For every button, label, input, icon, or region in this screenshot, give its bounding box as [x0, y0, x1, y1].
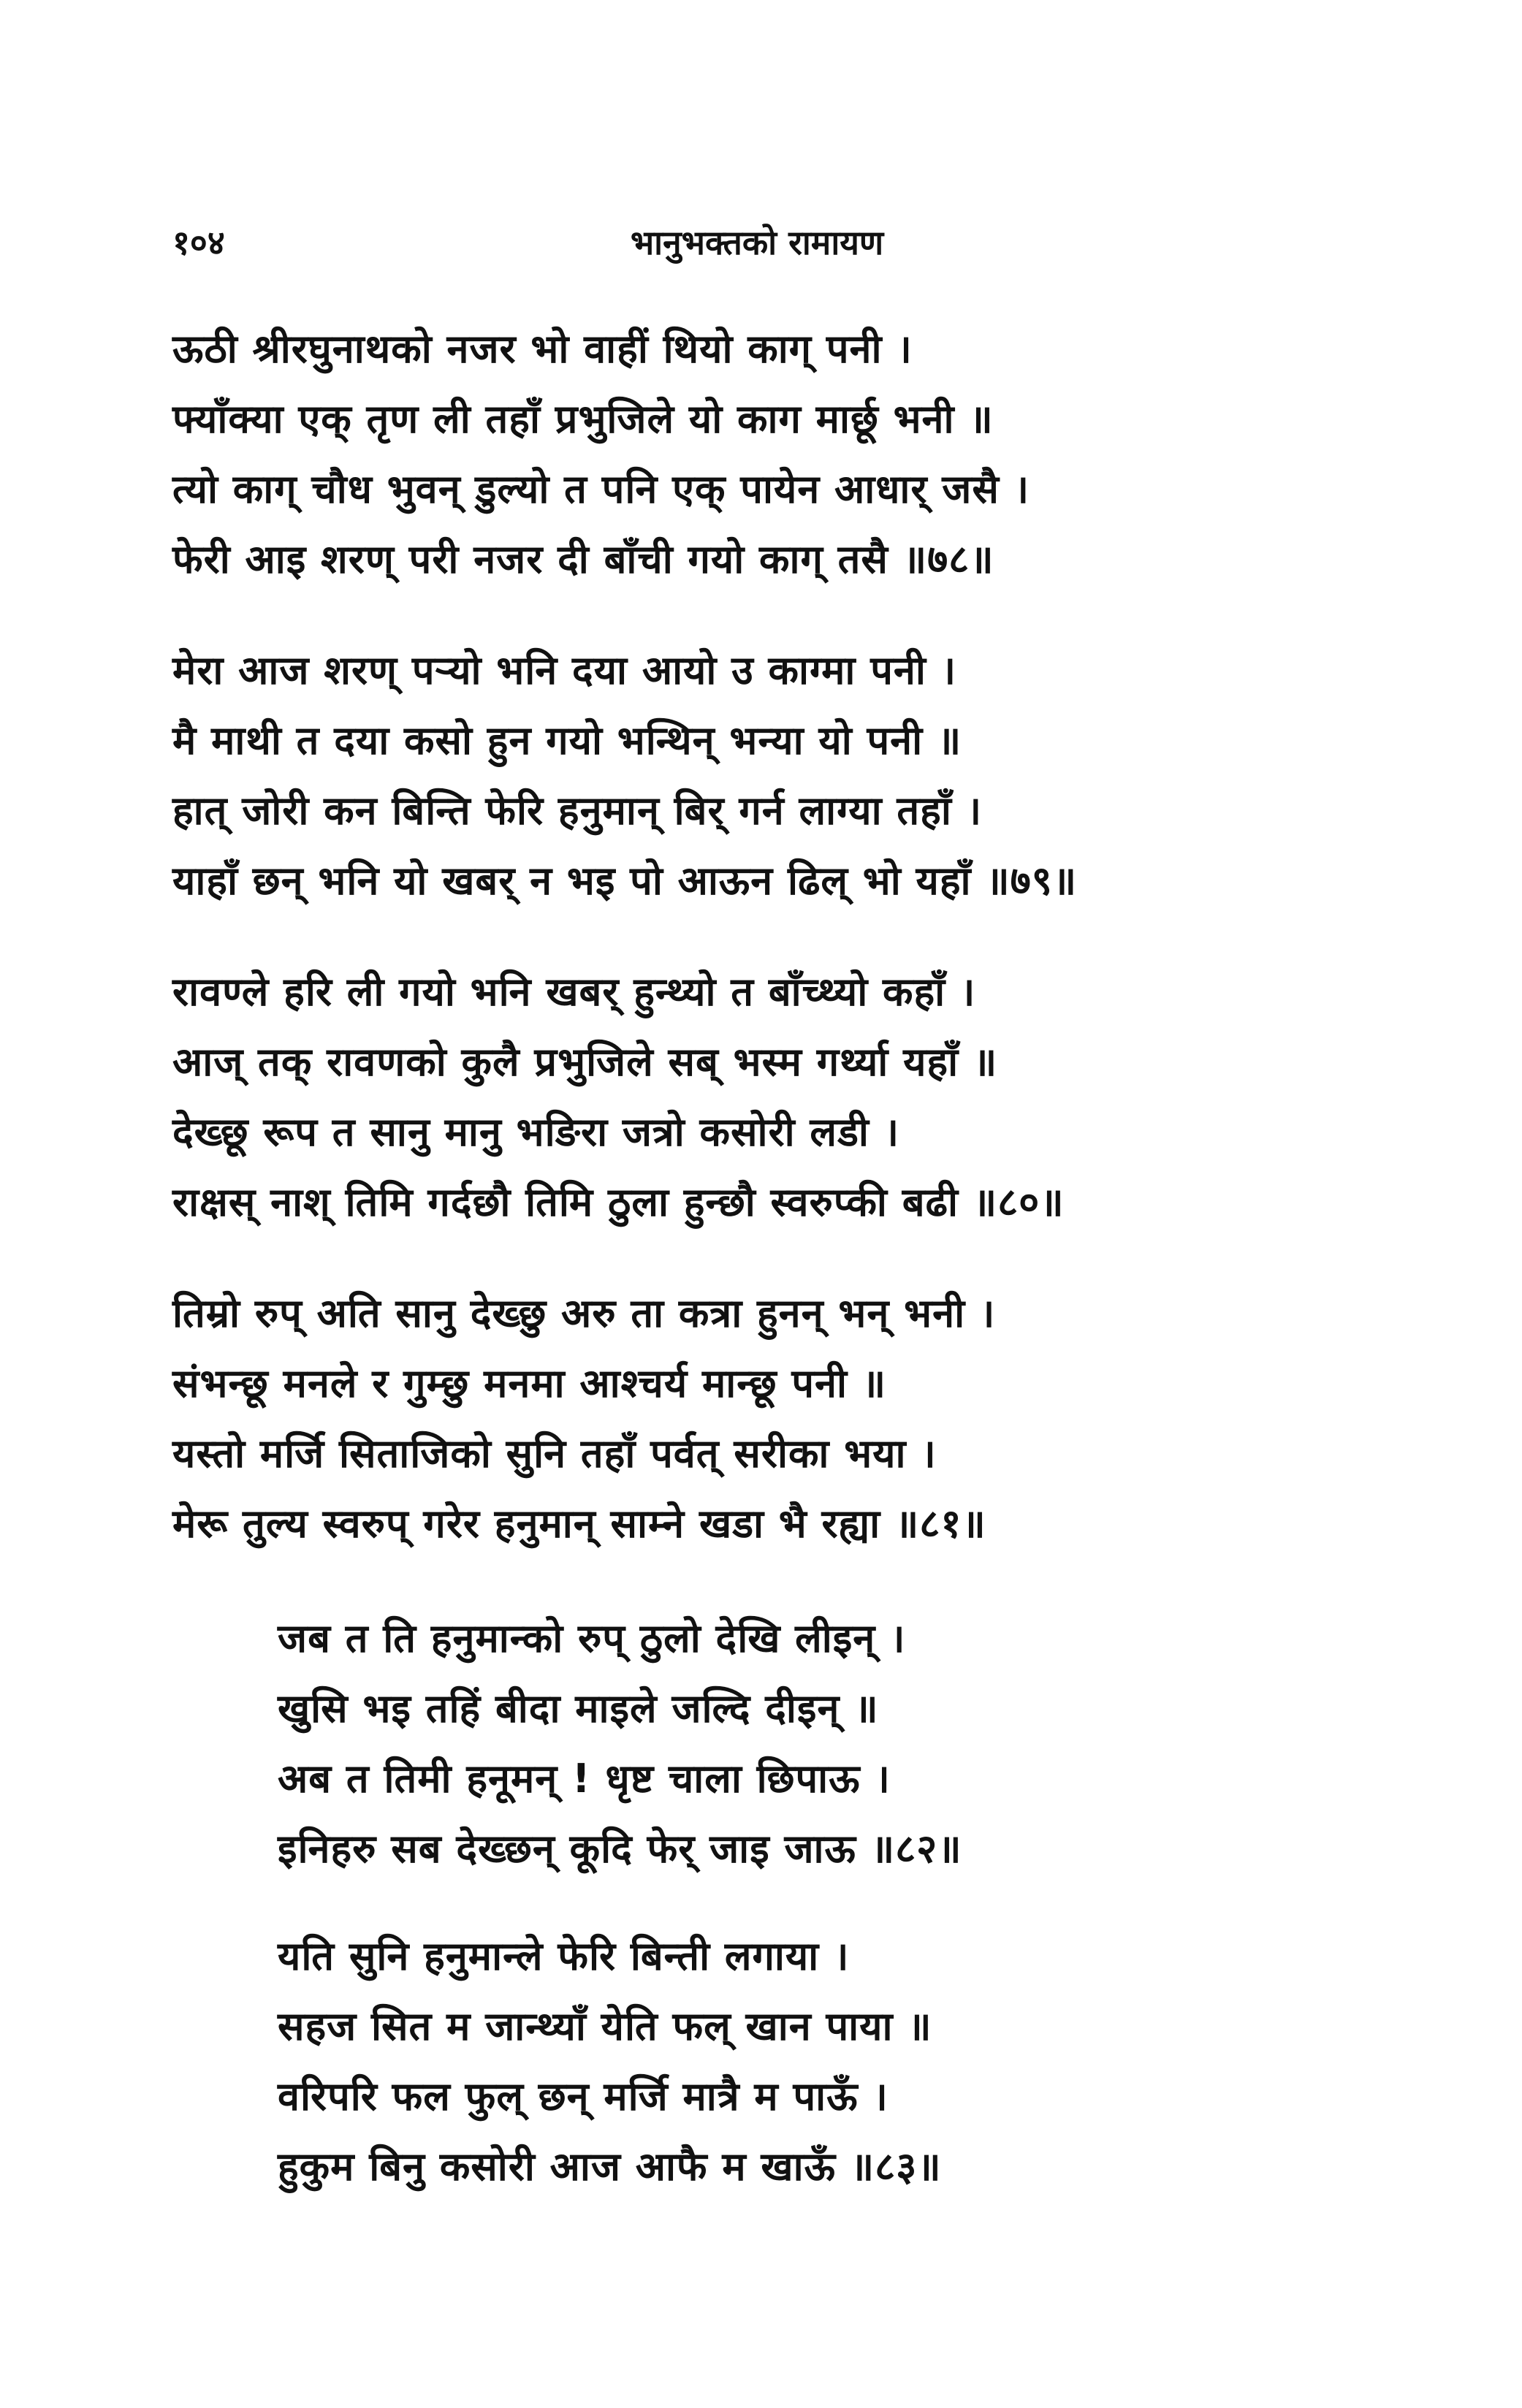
page-number: १०४: [172, 223, 225, 262]
verse-83: [278, 1921, 942, 2202]
verse-line: तिम्रो रुप् अति सानु देख्छु अरु ता कत्रा हुनन् भन् भनी ।: [172, 1290, 996, 1336]
verse-line: संभन्छू मनले र गुम्छु मनमा आश्चर्य मान्छू पनी ॥: [172, 1360, 887, 1406]
verse-line: रावण्ले हरि ली गयो भनि खबर् हुन्थ्यो त बाँच्थ्यो कहाँ ।: [172, 969, 976, 1015]
verse-line: यस्तो मर्जि सिताजिको सुनि तहाँ पर्वत् सरीका भया ।: [172, 1430, 937, 1477]
verse-line: त्यो काग् चौध भुवन् डुल्यो त पनि एक् पायेन आधार् जसै ।: [172, 466, 1030, 512]
page-header: [172, 219, 1342, 278]
verse-line: खुसि भइ तहिं बीदा माइले जल्दि दीइन् ॥: [278, 1685, 879, 1731]
verse-line: सहज सित म जान्थ्याँ येति फल् खान पाया ॥: [278, 2003, 932, 2049]
verse-line: फ्याँक्या एक् तृण ली तहाँ प्रभुजिले यो काग मार्छू भनी ॥: [172, 396, 994, 442]
verse-line: देख्छू रूप त सानु मानु भङिरा जत्रो कसोरी लडी ।: [172, 1109, 900, 1155]
verse-line: मै माथी त दया कसो हुन गयो भन्थिन् भन्या यो पनी ॥: [172, 717, 962, 763]
verse-81: [172, 1279, 995, 1559]
verse-82: [278, 1604, 962, 1884]
verse-line: हुकुम बिनु कसोरी आज आफै म खाऊँ ॥८३॥: [278, 2144, 942, 2190]
verse-line: आज् तक् रावणको कुलै प्रभुजिले सब् भस्म गर्थ्या यहाँ ॥: [172, 1039, 998, 1085]
verse-line: फेरी आइ शरण् परी नजर दी बाँची गयो काग् तसै ॥७८॥: [172, 536, 994, 582]
verse-line: जब त ति हनुमान्को रुप् ठुलो देखि लीइन् ।: [278, 1615, 906, 1661]
verse-line: याहाँ छन् भनि यो खबर् न भइ पो आऊन ढिल् भो यहाँ ॥७९॥: [172, 858, 1078, 904]
verse-78: [172, 314, 1030, 595]
verse-80: [172, 957, 1065, 1238]
verse-line: हात् जोरी कन बिन्ति फेरि हनुमान् बिर् गर्न लाग्या तहाँ ।: [172, 788, 983, 834]
verse-79: [172, 636, 1077, 916]
verse-line: मेरू तुल्य स्वरुप् गरेर हनुमान् साम्ने खडा भै रह्या ॥८१॥: [172, 1501, 986, 1547]
verse-line: इनिहरु सब देख्छन् कूदि फेर् जाइ जाऊ ॥८२॥: [278, 1826, 962, 1872]
verse-line: मेरा आज शरण् पऱ्यो भनि दया आयो उ काग्मा पनी ।: [172, 647, 957, 693]
verse-line: ऊठी श्रीरघुनाथको नजर भो वाहीं थियो काग् पनी ।: [172, 326, 913, 372]
verse-line: राक्षस् नाश् तिमि गर्दछौ तिमि ठुला हुन्छौ स्वरुप्की बढी ॥८०॥: [172, 1179, 1065, 1225]
running-title: भानुभक्तको रामायण: [630, 223, 884, 262]
verse-line: वरिपरि फल फुल् छन् मर्जि मात्रै म पाऊँ ।: [278, 2073, 889, 2119]
verse-line: अब त तिमी हनूमन् ! धृष्ट चाला छिपाऊ ।: [278, 1756, 891, 1802]
verse-line: यति सुनि हनुमान्ले फेरि बिन्ती लगाया ।: [278, 1933, 850, 1979]
